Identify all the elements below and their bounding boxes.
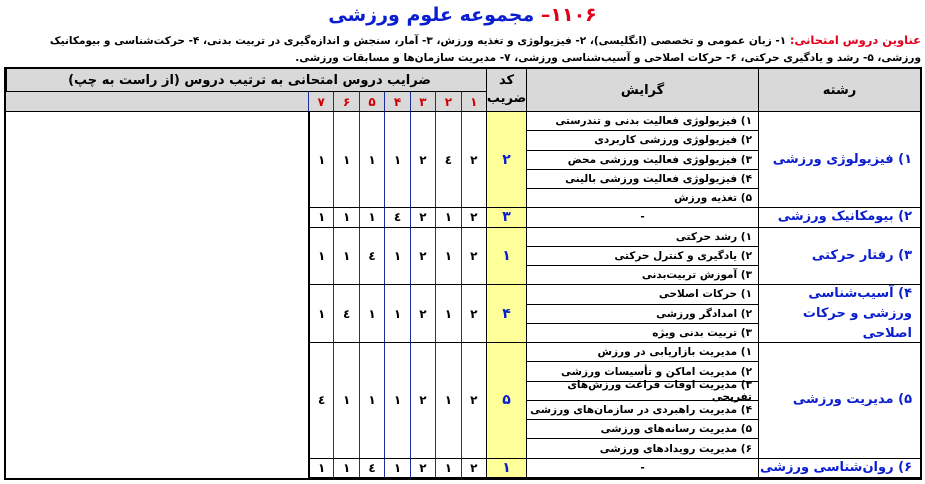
specialization-cell: ۱) حرکات اصلاحی (526, 285, 758, 304)
specialization-cell: - (526, 459, 758, 478)
header-course-7: ۷ (308, 92, 333, 112)
specialization-cell: ۲) امدادگر ورزشی (526, 305, 758, 324)
coefficient-cell: ۱ (384, 343, 409, 459)
coefficient-cell: ۱ (333, 459, 358, 478)
title-code: ۱۱۰۶ (550, 4, 597, 26)
header-course-5: ۵ (359, 92, 384, 112)
specialization-cell: ۲) فیزیولوژی ورزشی کاربردی (526, 131, 758, 150)
header-course-1: ۱ (461, 92, 486, 112)
exam-subjects-text: ۱- زبان عمومی و تخصصی (انگلیسی)، ۲- فیزیولوژی و تغذیه ورزش، ۳- آمار، سنجش و اندازه‌گیری در تربیت بدنی، ۴- حرکت‌شناسی و بیومکانیک ورزشی، ۵- رشد و یادگیری حرکتی، ۶- حرکات اصلاحی و آسیب‌شناسی ورزشی، ۷- مدیریت سازمان‌ها و مسابقات ورزشی. (49, 35, 921, 64)
header-course-3: ۳ (410, 92, 435, 112)
coefficient-cell: ۱ (308, 112, 333, 208)
field-cell: ۱) فیزیولوژی ورزشی (758, 112, 920, 208)
coefficient-cell: ۱ (308, 285, 333, 343)
title-separator: – (534, 4, 551, 26)
coefficient-cell: ٤ (384, 208, 409, 227)
coefficient-cell: ٤ (435, 112, 460, 208)
coefficient-cell: ۲ (461, 459, 486, 478)
specialization-cell: ۴) مدیریت راهبردی در سازمان‌های ورزشی (526, 401, 758, 420)
header-course-2: ۲ (435, 92, 460, 112)
page-title (0, 2, 925, 28)
coefficient-cell: ۲ (410, 208, 435, 227)
coefficient-cell: ۱ (333, 228, 358, 286)
header-field: رشته (758, 69, 920, 112)
coefficient-cell: ۱ (435, 228, 460, 286)
coefficient-cell: ۱ (359, 285, 384, 343)
coefficient-cell: ۱ (333, 208, 358, 227)
specialization-cell: ۳) تربیت بدنی ویژه (526, 324, 758, 343)
title-name: مجموعه علوم ورزشی (328, 4, 535, 26)
coefficient-cell: ۲ (461, 112, 486, 208)
code-cell: ۲ (486, 112, 526, 208)
specialization-cell: - (526, 208, 758, 227)
field-cell: ۳) رفتار حرکتی (758, 228, 920, 286)
coefficient-cell: ۱ (308, 459, 333, 478)
coefficient-cell: ۱ (308, 208, 333, 227)
specialization-cell: ۴) فیزیولوژی فعالیت ورزشی بالینی (526, 170, 758, 189)
field-cell: ۶) روان‌شناسی ورزشی (758, 459, 920, 478)
header-empty (6, 92, 308, 112)
coefficient-cell: ۲ (410, 112, 435, 208)
coefficient-cell: ۱ (384, 285, 409, 343)
code-cell: ۱ (486, 459, 526, 478)
coefficient-cell: ٤ (359, 228, 384, 286)
header-specialization: گرایش (526, 69, 758, 112)
code-cell: ۵ (486, 343, 526, 459)
header-code-line2: ضریب (486, 91, 527, 106)
header-code-line1: کد (498, 73, 515, 88)
coefficient-cell: ۱ (308, 228, 333, 286)
coefficient-cell: ۱ (384, 459, 409, 478)
exam-subjects-note (3, 32, 921, 67)
coefficient-cell: ۱ (384, 228, 409, 286)
specialization-cell: ۵) تغذیه ورزش (526, 189, 758, 208)
header-course-4: ۴ (384, 92, 409, 112)
specialization-cell: ۱) مدیریت بازاریابی در ورزش (526, 343, 758, 362)
specialization-cell: ۲) مدیریت اماکن و تأسیسات ورزشی (526, 362, 758, 381)
coefficient-cell: ۲ (410, 459, 435, 478)
exam-subjects-label: عناوین دروس امتحانی: (789, 33, 921, 47)
header-coefficients: ضرایب دروس امتحانی به ترتیب دروس (از راست به چپ) (6, 69, 486, 92)
coefficient-cell: ۱ (384, 112, 409, 208)
field-cell: ۵) مدیریت ورزشی (758, 343, 920, 459)
code-cell: ۳ (486, 208, 526, 227)
coefficients-table (4, 67, 922, 480)
specialization-cell: ۵) مدیریت رسانه‌های ورزشی (526, 420, 758, 439)
specialization-cell: ۶) مدیریت رویدادهای ورزشی (526, 439, 758, 458)
coefficient-cell: ۲ (410, 285, 435, 343)
coefficient-cell: ۲ (410, 343, 435, 459)
specialization-cell: ۱) رشد حرکتی (526, 228, 758, 247)
header-course-6: ۶ (333, 92, 358, 112)
code-cell: ۴ (486, 285, 526, 343)
empty-left-area (6, 112, 308, 478)
coefficient-cell: ۱ (435, 285, 460, 343)
coefficient-cell: ۲ (461, 343, 486, 459)
coefficient-cell: ٤ (308, 343, 333, 459)
coefficient-cell: ۱ (333, 112, 358, 208)
coefficient-cell: ۲ (461, 285, 486, 343)
field-cell: ۴) آسیب‌شناسی ورزشی و حرکات اصلاحی (758, 285, 920, 343)
specialization-cell: ۱) فیزیولوژی فعالیت بدنی و تندرستی (526, 112, 758, 131)
coefficient-cell: ۱ (435, 343, 460, 459)
coefficient-cell: ٤ (359, 459, 384, 478)
coefficient-cell: ۱ (333, 343, 358, 459)
coefficient-cell: ۲ (461, 228, 486, 286)
specialization-cell: ۳) مدیریت اوقات فراغت ورزش‌های تفریحی (526, 382, 758, 401)
specialization-cell: ۳) آموزش تربیت‌بدنی (526, 266, 758, 285)
coefficient-cell: ۲ (461, 208, 486, 227)
code-cell: ۱ (486, 228, 526, 286)
coefficient-cell: ۲ (410, 228, 435, 286)
specialization-cell: ۲) یادگیری و کنترل حرکتی (526, 247, 758, 266)
coefficient-cell: ۱ (435, 459, 460, 478)
coefficient-cell: ٤ (333, 285, 358, 343)
coefficient-cell: ۱ (359, 343, 384, 459)
coefficient-cell: ۱ (435, 208, 460, 227)
coefficient-cell: ۱ (359, 112, 384, 208)
specialization-cell: ۳) فیزیولوژی فعالیت ورزشی محض (526, 151, 758, 170)
coefficient-cell: ۱ (359, 208, 384, 227)
field-cell: ۲) بیومکانیک ورزشی (758, 208, 920, 227)
header-code (486, 69, 526, 112)
